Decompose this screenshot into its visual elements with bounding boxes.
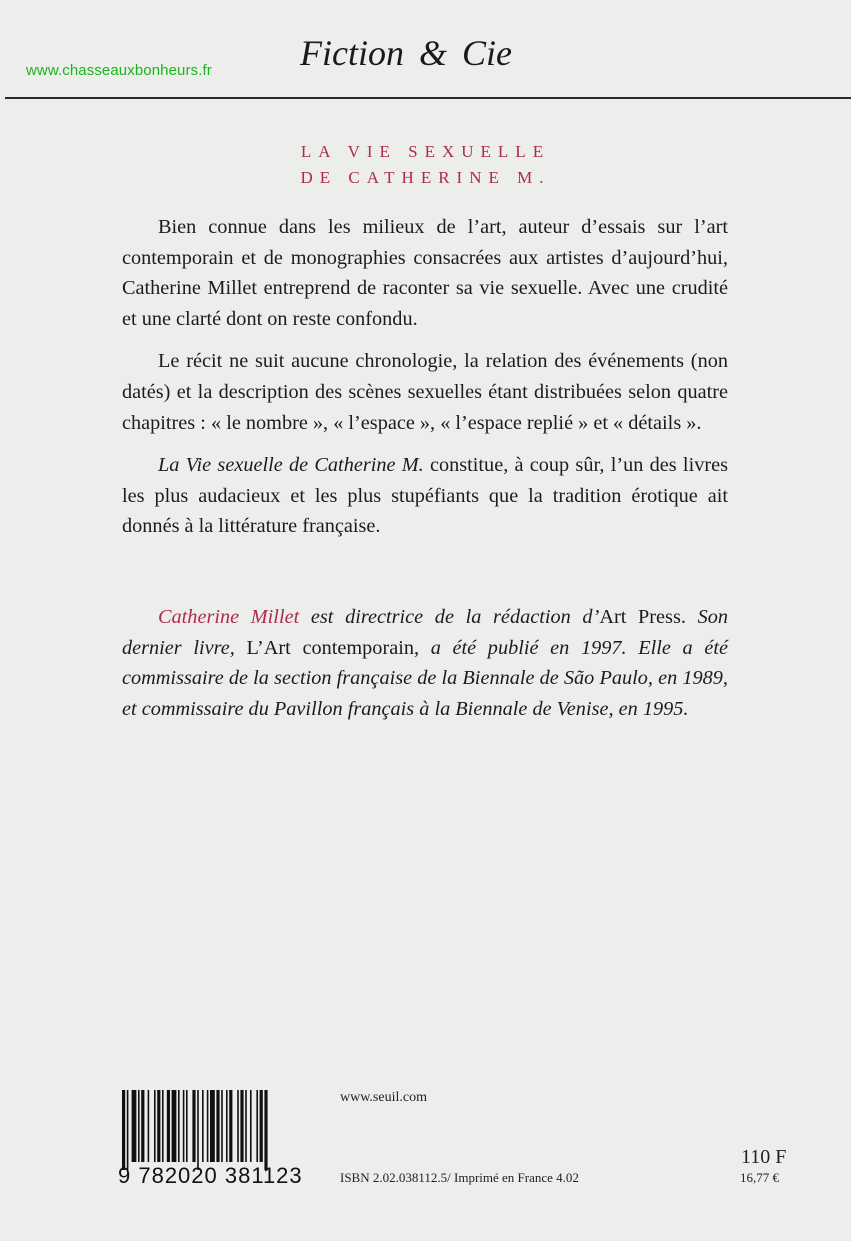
bio-book: L’Art contemporain, [246, 636, 420, 659]
blurb-paragraph-3 [122, 450, 728, 542]
isbn-line: ISBN 2.02.038112.5/ Imprimé en France 4.02 [340, 1170, 579, 1185]
bio-magazine: Art Press. [599, 606, 686, 628]
watermark-text: www.chasseauxbonheurs.fr [26, 62, 212, 79]
barcode [120, 1090, 320, 1170]
book-title-line-2: DE CATHERINE M. [300, 168, 551, 187]
bio-text-2: Son dernier livre, [122, 606, 729, 659]
blurb [122, 212, 728, 554]
blurb-paragraph-3-text: constitue, à coup sûr, l’un des livres les plus audacieux et les plus stupéfiants que la tradition érotique ait donnés à la littérature française. [122, 454, 728, 538]
author-name: Catherine Millet [158, 606, 300, 628]
series-title: Fiction & Cie [300, 33, 512, 73]
author-bio [122, 602, 728, 724]
price-euro: 16,77 € [740, 1170, 779, 1185]
author-bio-paragraph [122, 602, 728, 724]
bio-text-1: est directrice de la rédaction d’ [299, 606, 600, 628]
barcode-number: 9 782020 381123 [118, 1163, 303, 1188]
book-title-line-1: LA VIE SEXUELLE [300, 142, 551, 161]
price-franc: 110 F [741, 1146, 787, 1168]
blurb-paragraph-1: Bien connue dans les milieux de l’art, auteur d’essais sur l’art contemporain et de monographies consacrées aux artistes d’aujourd’hui, Catherine Millet entreprend de raconter sa vie sexuelle. Avec une crudité et une clarté dont on reste confondu. [122, 216, 728, 330]
bio-text-3: a été publié en 1997. Elle a été commissaire de la section française de la Biennale de São Paulo, en 1989, et commissaire du Pavillon français à la Biennale de Venise, en 1995. [122, 636, 728, 720]
header-divider [5, 97, 851, 99]
blurb-paragraph-2: Le récit ne suit aucune chronologie, la relation des événements (non datés) et la description des scènes sexuelles étant distribuées selon quatre chapitres : « le nombre », « l’espace », « l’espace replié » et « détails ». [122, 350, 728, 434]
publisher-website: www.seuil.com [340, 1090, 427, 1105]
book-title-inline: La Vie sexuelle de Catherine M. [158, 454, 424, 477]
